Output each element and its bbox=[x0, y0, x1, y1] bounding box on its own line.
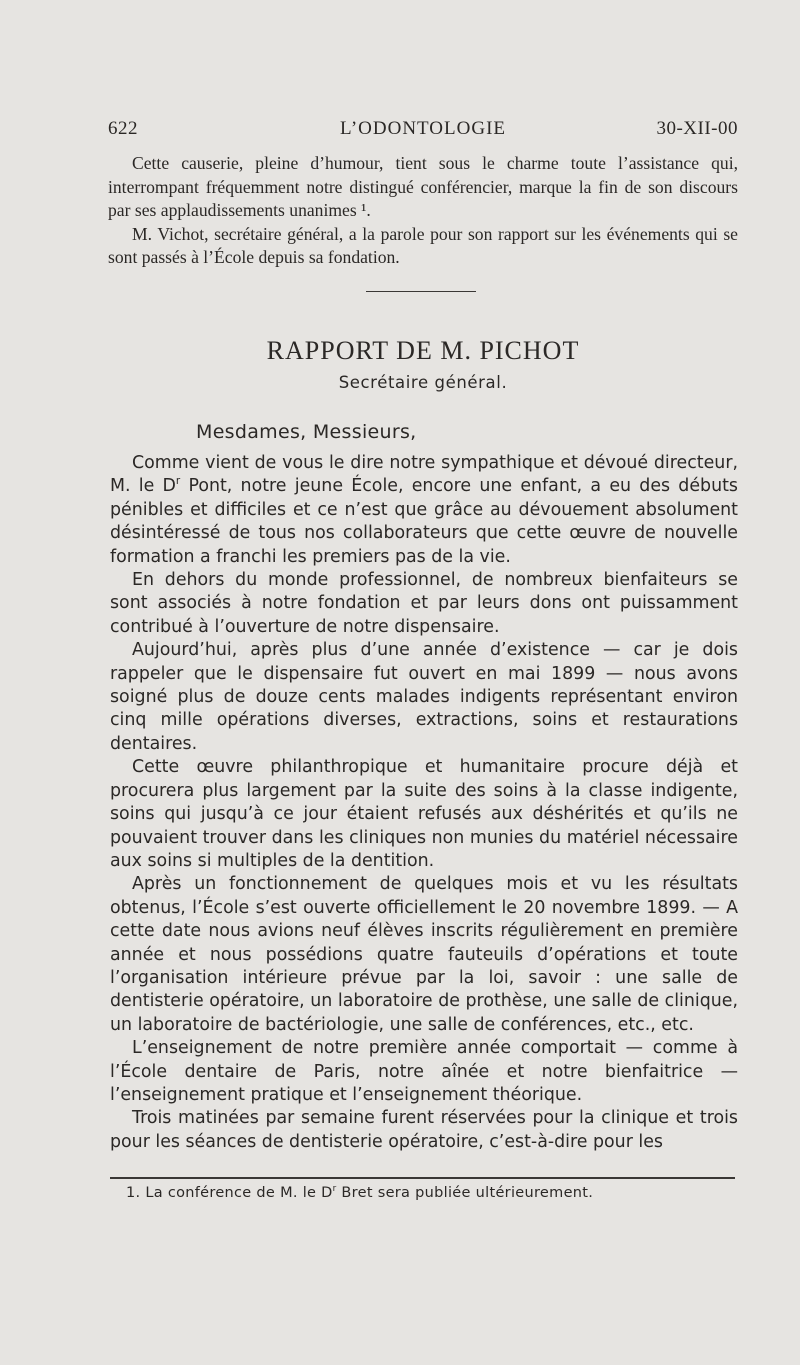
paragraph-text: Comme vient de vous le dire notre sympathique et dévoué directeur, M. le D bbox=[110, 453, 738, 497]
intro-paragraph: M. Vichot, secrétaire général, a la parole pour son rapport sur les événements qui se sont passés à l’École depuis sa fondation. bbox=[108, 223, 738, 267]
page-number: 622 bbox=[108, 118, 138, 139]
section-subtitle: Secrétaire général. bbox=[338, 373, 508, 392]
footnote-rule bbox=[110, 1177, 735, 1179]
body-paragraph: L’enseignement de notre première année comportait — comme à l’École dentaire de Paris, notre aînée et notre bienfaitrice — l’enseignement pratique et l’enseignement théorique. bbox=[110, 1038, 738, 1105]
report-body bbox=[110, 452, 738, 1154]
footnote bbox=[126, 1185, 738, 1201]
paragraph-text: Pont, notre jeune École, encore une enfant, a eu des débuts pénibles et difficiles et ce n’est que grâce au dévouement absolument désintéressé de tous nos collaborateurs que cette œuvre de nouvelle formation a franchi les premiers pas de la vie. bbox=[110, 476, 738, 567]
body-paragraph bbox=[110, 452, 738, 569]
body-paragraph: En dehors du monde professionnel, de nombreux bienfaiteurs se sont associés à notre fondation et par leurs dons ont puissamment contribué à l’ouverture de notre dispensaire. bbox=[110, 570, 738, 637]
superscript: r bbox=[175, 475, 181, 488]
body-paragraph: Trois matinées par semaine furent réservées pour la clinique et trois pour les séances de dentisterie opératoire, c’est-à-dire pour les bbox=[110, 1108, 738, 1152]
journal-title: L’ODONTOLOGIE bbox=[339, 118, 507, 139]
intro-text bbox=[108, 152, 738, 270]
body-paragraph: Aujourd’hui, après plus d’une année d’existence — car je dois rappeler que le dispensaire fut ouvert en mai 1899 — nous avons soigné plus de douze cents malades indigents représentant environ cinq mille opérations diverses, extractions, soins et restaurations dentaires. bbox=[110, 640, 738, 754]
running-header bbox=[108, 118, 738, 144]
footnote-text: Bret sera publiée ultérieurement. bbox=[336, 1185, 594, 1201]
body-paragraph: Après un fonctionnement de quelques mois et vu les résultats obtenus, l’École s’est ouverte officiellement le 20 novembre 1899. — A cette date nous avions neuf élèves inscrits régulièrement en première année et nous possédions quatre fauteuils d’opérations et toute l’organisation intérieure prévue par la loi, savoir : une salle de dentisterie opératoire, un laboratoire de prothèse, une salle de clinique, un laboratoire de bactériologie, une salle de conférences, etc., etc. bbox=[110, 874, 738, 1035]
section-divider bbox=[366, 291, 476, 292]
superscript: r bbox=[332, 1184, 337, 1195]
body-paragraph: Cette œuvre philanthropique et humanitaire procure déjà et procurera plus largement par la suite des soins à la classe indigente, soins qui jusqu’à ce jour étaient refusés aux déshérités et qu’ils ne pouvaient trouver dans les cliniques non munies du matériel nécessaire aux soins si multiples de la dentition. bbox=[110, 757, 738, 871]
issue-date: 30-XII-00 bbox=[656, 118, 738, 139]
salutation: Mesdames, Messieurs, bbox=[196, 421, 417, 443]
section-title: RAPPORT DE M. PICHOT bbox=[266, 336, 580, 365]
footnote-text: 1. La conférence de M. le D bbox=[126, 1185, 333, 1201]
intro-paragraph: Cette causerie, pleine d’humour, tient sous le charme toute l’assistance qui, interrompant fréquemment notre distingué conférencier, marque la fin de son discours par ses applaudissements unanimes ¹. bbox=[108, 153, 738, 220]
